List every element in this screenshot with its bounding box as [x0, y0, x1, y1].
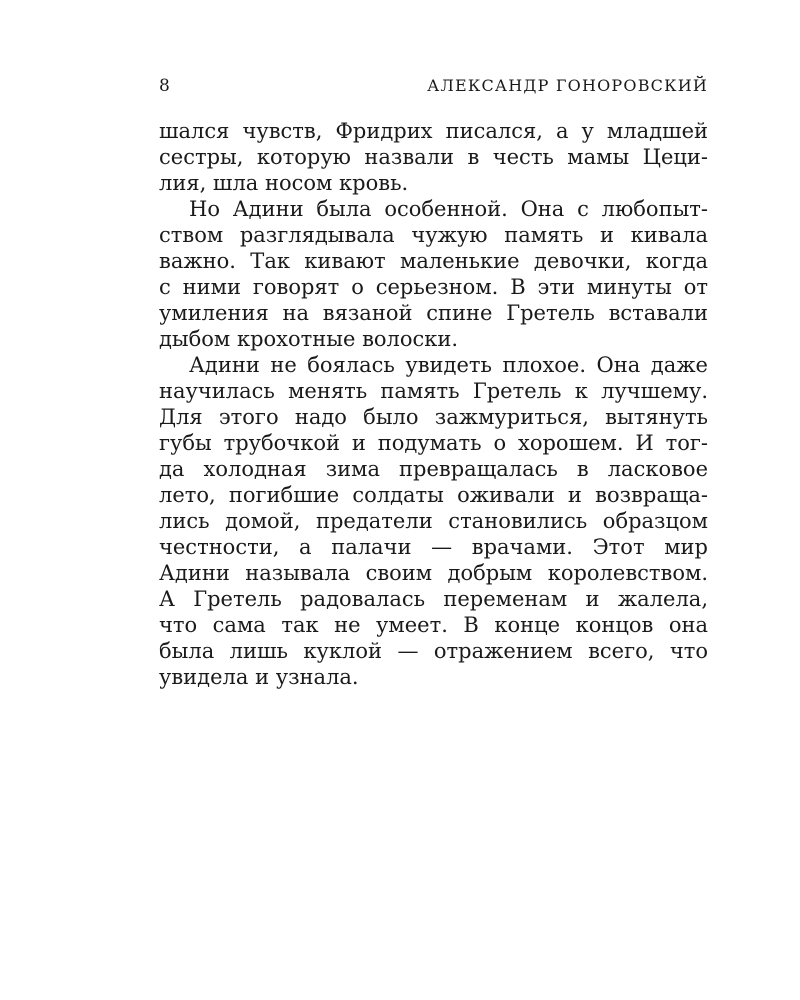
text-line: дыбом крохотные волоски.: [159, 327, 459, 351]
text-line: ством разглядывала чужую память и кивала: [159, 223, 708, 247]
text-line: Адини не боялась увидеть плохое. Она даже: [189, 353, 708, 377]
text-line: лись домой, предатели становились образцом: [159, 509, 708, 533]
page-number: 8: [159, 76, 171, 96]
text-line: с ними говорят о серьезном. В эти минуты от: [159, 275, 708, 299]
text-line: лето, погибшие солдаты оживали и возвраща-: [159, 483, 708, 507]
text-line: Адини называла своим добрым королевством.: [159, 561, 708, 585]
text-line: важно. Так кивают маленькие девочки, когда: [159, 249, 708, 273]
text-line: увидела и узнала.: [159, 665, 359, 689]
text-line: честности, а палачи — врачами. Этот мир: [159, 535, 708, 559]
text-line: была лишь куклой — отражением всего, что: [159, 639, 708, 663]
running-head: [159, 76, 708, 96]
text-line: Но Адини была особенной. Она с любопыт-: [189, 197, 708, 221]
body-text: [159, 118, 708, 690]
text-line: Для этого надо было зажмуриться, вытянуть: [159, 405, 708, 429]
text-line: А Гретель радовалась переменам и жалела,: [159, 587, 708, 611]
text-line: что сама так не умеет. В конце концов она: [159, 613, 708, 637]
text-line: лия, шла носом кровь.: [159, 171, 409, 195]
text-line: умиления на вязаной спине Гретель вставали: [159, 301, 708, 325]
text-line: научилась менять память Гретель к лучшему.: [159, 379, 708, 403]
text-line: губы трубочкой и подумать о хорошем. И тог-: [159, 431, 708, 455]
text-line: шался чувств, Фридрих писался, а у младшей: [159, 119, 708, 143]
text-line: да холодная зима превращалась в ласковое: [159, 457, 708, 481]
running-head-author: АЛЕКСАНДР ГОНОРОВСКИЙ: [427, 76, 708, 95]
text-line: сестры, которую назвали в честь мамы Цеци-: [159, 145, 708, 169]
